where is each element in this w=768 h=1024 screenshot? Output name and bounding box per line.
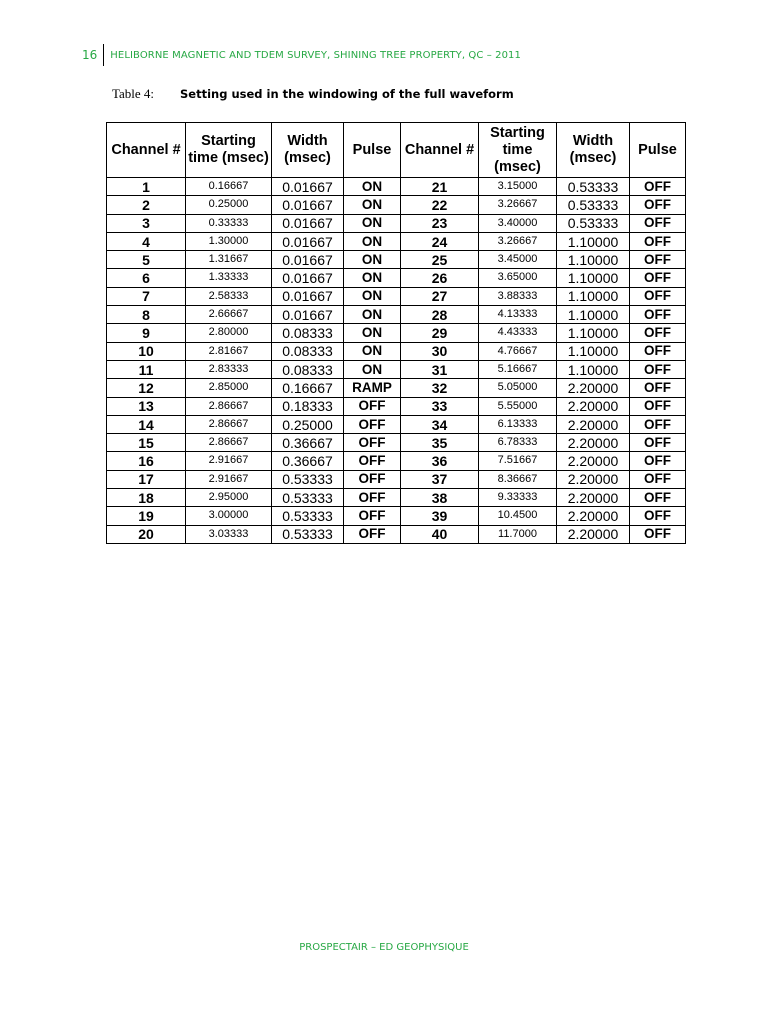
pulse-cell: ON xyxy=(344,360,401,378)
starting-time-cell: 3.03333 xyxy=(186,525,272,543)
width-cell: 1.10000 xyxy=(557,306,630,324)
channel-cell: 32 xyxy=(401,379,479,397)
pulse-cell: ON xyxy=(344,324,401,342)
width-cell: 2.20000 xyxy=(557,397,630,415)
channel-cell: 24 xyxy=(401,232,479,250)
pulse-cell: OFF xyxy=(630,360,686,378)
starting-time-cell: 5.05000 xyxy=(479,379,557,397)
header-title: HELIBORNE MAGNETIC AND TDEM SURVEY, SHINING TREE PROPERTY, QC – 2011 xyxy=(110,49,521,61)
starting-time-cell: 2.81667 xyxy=(186,342,272,360)
pulse-cell: OFF xyxy=(630,214,686,232)
starting-time-cell: 2.83333 xyxy=(186,360,272,378)
width-cell: 1.10000 xyxy=(557,287,630,305)
channel-cell: 13 xyxy=(107,397,186,415)
channel-cell: 40 xyxy=(401,525,479,543)
channel-cell: 6 xyxy=(107,269,186,287)
table-row xyxy=(107,525,686,543)
channel-cell: 26 xyxy=(401,269,479,287)
starting-time-cell: 3.15000 xyxy=(479,178,557,196)
starting-time-cell: 1.30000 xyxy=(186,232,272,250)
table-row xyxy=(107,214,686,232)
channel-cell: 15 xyxy=(107,434,186,452)
width-cell: 0.18333 xyxy=(272,397,344,415)
channel-cell: 14 xyxy=(107,415,186,433)
channel-cell: 23 xyxy=(401,214,479,232)
channel-cell: 38 xyxy=(401,489,479,507)
width-cell: 1.10000 xyxy=(557,232,630,250)
starting-time-cell: 2.58333 xyxy=(186,287,272,305)
pulse-cell: ON xyxy=(344,287,401,305)
starting-time-cell: 3.65000 xyxy=(479,269,557,287)
table-row xyxy=(107,232,686,250)
width-cell: 0.08333 xyxy=(272,342,344,360)
table-caption-title: Setting used in the windowing of the full waveform xyxy=(180,87,514,101)
table-row xyxy=(107,196,686,214)
waveform-window-table xyxy=(106,122,686,544)
starting-time-cell: 2.86667 xyxy=(186,434,272,452)
starting-time-cell: 1.33333 xyxy=(186,269,272,287)
pulse-cell: OFF xyxy=(344,452,401,470)
header-starting-time: Starting time (msec) xyxy=(479,123,557,178)
channel-cell: 31 xyxy=(401,360,479,378)
starting-time-cell: 2.95000 xyxy=(186,489,272,507)
pulse-cell: OFF xyxy=(344,525,401,543)
width-cell: 2.20000 xyxy=(557,470,630,488)
starting-time-cell: 2.85000 xyxy=(186,379,272,397)
starting-time-cell: 0.33333 xyxy=(186,214,272,232)
width-cell: 2.20000 xyxy=(557,379,630,397)
width-cell: 1.10000 xyxy=(557,360,630,378)
width-cell: 0.01667 xyxy=(272,196,344,214)
table-body xyxy=(107,178,686,544)
channel-cell: 7 xyxy=(107,287,186,305)
pulse-cell: OFF xyxy=(630,415,686,433)
width-cell: 1.10000 xyxy=(557,251,630,269)
starting-time-cell: 11.7000 xyxy=(479,525,557,543)
table-row xyxy=(107,251,686,269)
width-cell: 0.01667 xyxy=(272,306,344,324)
channel-cell: 5 xyxy=(107,251,186,269)
pulse-cell: OFF xyxy=(630,232,686,250)
table-header-row xyxy=(107,123,686,178)
channel-cell: 27 xyxy=(401,287,479,305)
pulse-cell: OFF xyxy=(630,178,686,196)
channel-cell: 17 xyxy=(107,470,186,488)
channel-cell: 18 xyxy=(107,489,186,507)
pulse-cell: ON xyxy=(344,251,401,269)
width-cell: 2.20000 xyxy=(557,489,630,507)
width-cell: 0.08333 xyxy=(272,360,344,378)
pulse-cell: ON xyxy=(344,342,401,360)
pulse-cell: OFF xyxy=(344,397,401,415)
pulse-cell: OFF xyxy=(344,470,401,488)
starting-time-cell: 8.36667 xyxy=(479,470,557,488)
channel-cell: 20 xyxy=(107,525,186,543)
pulse-cell: OFF xyxy=(630,287,686,305)
pulse-cell: ON xyxy=(344,306,401,324)
starting-time-cell: 1.31667 xyxy=(186,251,272,269)
channel-cell: 30 xyxy=(401,342,479,360)
channel-cell: 22 xyxy=(401,196,479,214)
table-row xyxy=(107,360,686,378)
pulse-cell: ON xyxy=(344,196,401,214)
pulse-cell: OFF xyxy=(630,379,686,397)
channel-cell: 11 xyxy=(107,360,186,378)
width-cell: 1.10000 xyxy=(557,342,630,360)
starting-time-cell: 0.25000 xyxy=(186,196,272,214)
table-row xyxy=(107,470,686,488)
pulse-cell: OFF xyxy=(344,489,401,507)
width-cell: 1.10000 xyxy=(557,324,630,342)
width-cell: 1.10000 xyxy=(557,269,630,287)
channel-cell: 37 xyxy=(401,470,479,488)
starting-time-cell: 6.78333 xyxy=(479,434,557,452)
width-cell: 2.20000 xyxy=(557,415,630,433)
pulse-cell: OFF xyxy=(630,397,686,415)
channel-cell: 25 xyxy=(401,251,479,269)
table-row xyxy=(107,507,686,525)
channel-cell: 33 xyxy=(401,397,479,415)
pulse-cell: OFF xyxy=(630,251,686,269)
page-footer: PROSPECTAIR – ED GEOPHYSIQUE xyxy=(299,942,469,953)
header-pulse: Pulse xyxy=(630,123,686,178)
width-cell: 0.16667 xyxy=(272,379,344,397)
starting-time-cell: 0.16667 xyxy=(186,178,272,196)
pulse-cell: RAMP xyxy=(344,379,401,397)
page-header xyxy=(82,44,521,66)
width-cell: 2.20000 xyxy=(557,452,630,470)
pulse-cell: OFF xyxy=(630,507,686,525)
channel-cell: 4 xyxy=(107,232,186,250)
channel-cell: 35 xyxy=(401,434,479,452)
header-divider xyxy=(103,44,104,66)
starting-time-cell: 2.86667 xyxy=(186,397,272,415)
starting-time-cell: 3.26667 xyxy=(479,232,557,250)
starting-time-cell: 2.80000 xyxy=(186,324,272,342)
starting-time-cell: 10.4500 xyxy=(479,507,557,525)
channel-cell: 3 xyxy=(107,214,186,232)
starting-time-cell: 6.13333 xyxy=(479,415,557,433)
table-row xyxy=(107,397,686,415)
pulse-cell: OFF xyxy=(630,269,686,287)
width-cell: 2.20000 xyxy=(557,525,630,543)
channel-cell: 9 xyxy=(107,324,186,342)
width-cell: 0.01667 xyxy=(272,232,344,250)
starting-time-cell: 3.00000 xyxy=(186,507,272,525)
starting-time-cell: 3.88333 xyxy=(479,287,557,305)
table-row xyxy=(107,269,686,287)
width-cell: 0.53333 xyxy=(557,196,630,214)
starting-time-cell: 4.13333 xyxy=(479,306,557,324)
channel-cell: 36 xyxy=(401,452,479,470)
channel-cell: 39 xyxy=(401,507,479,525)
page-number: 16 xyxy=(82,48,98,62)
pulse-cell: OFF xyxy=(630,470,686,488)
width-cell: 0.01667 xyxy=(272,251,344,269)
channel-cell: 19 xyxy=(107,507,186,525)
starting-time-cell: 3.26667 xyxy=(479,196,557,214)
table-row xyxy=(107,415,686,433)
header-width: Width (msec) xyxy=(557,123,630,178)
table-caption xyxy=(112,86,514,102)
width-cell: 0.01667 xyxy=(272,287,344,305)
pulse-cell: OFF xyxy=(630,489,686,507)
pulse-cell: OFF xyxy=(630,196,686,214)
channel-cell: 12 xyxy=(107,379,186,397)
starting-time-cell: 3.45000 xyxy=(479,251,557,269)
table-row xyxy=(107,178,686,196)
width-cell: 0.53333 xyxy=(557,214,630,232)
table-row xyxy=(107,379,686,397)
channel-cell: 34 xyxy=(401,415,479,433)
starting-time-cell: 2.86667 xyxy=(186,415,272,433)
pulse-cell: OFF xyxy=(630,306,686,324)
starting-time-cell: 5.16667 xyxy=(479,360,557,378)
starting-time-cell: 2.66667 xyxy=(186,306,272,324)
starting-time-cell: 4.43333 xyxy=(479,324,557,342)
width-cell: 0.01667 xyxy=(272,214,344,232)
width-cell: 0.53333 xyxy=(272,470,344,488)
table-row xyxy=(107,489,686,507)
width-cell: 0.36667 xyxy=(272,434,344,452)
header-channel: Channel # xyxy=(107,123,186,178)
width-cell: 0.53333 xyxy=(272,525,344,543)
table-row xyxy=(107,306,686,324)
pulse-cell: OFF xyxy=(630,452,686,470)
width-cell: 0.36667 xyxy=(272,452,344,470)
width-cell: 0.01667 xyxy=(272,269,344,287)
pulse-cell: ON xyxy=(344,232,401,250)
channel-cell: 21 xyxy=(401,178,479,196)
table-row xyxy=(107,324,686,342)
channel-cell: 10 xyxy=(107,342,186,360)
pulse-cell: OFF xyxy=(344,434,401,452)
width-cell: 0.53333 xyxy=(272,507,344,525)
starting-time-cell: 3.40000 xyxy=(479,214,557,232)
header-width: Width (msec) xyxy=(272,123,344,178)
channel-cell: 16 xyxy=(107,452,186,470)
header-channel: Channel # xyxy=(401,123,479,178)
pulse-cell: OFF xyxy=(344,507,401,525)
channel-cell: 2 xyxy=(107,196,186,214)
table-row xyxy=(107,342,686,360)
table-caption-label: Table 4: xyxy=(112,86,155,101)
width-cell: 0.53333 xyxy=(272,489,344,507)
width-cell: 0.25000 xyxy=(272,415,344,433)
channel-cell: 28 xyxy=(401,306,479,324)
starting-time-cell: 9.33333 xyxy=(479,489,557,507)
pulse-cell: OFF xyxy=(630,324,686,342)
starting-time-cell: 5.55000 xyxy=(479,397,557,415)
pulse-cell: OFF xyxy=(630,342,686,360)
pulse-cell: ON xyxy=(344,178,401,196)
table-row xyxy=(107,434,686,452)
table-row xyxy=(107,452,686,470)
pulse-cell: ON xyxy=(344,214,401,232)
pulse-cell: ON xyxy=(344,269,401,287)
width-cell: 0.53333 xyxy=(557,178,630,196)
table-row xyxy=(107,287,686,305)
pulse-cell: OFF xyxy=(630,525,686,543)
header-pulse: Pulse xyxy=(344,123,401,178)
starting-time-cell: 2.91667 xyxy=(186,470,272,488)
pulse-cell: OFF xyxy=(344,415,401,433)
width-cell: 2.20000 xyxy=(557,507,630,525)
starting-time-cell: 2.91667 xyxy=(186,452,272,470)
channel-cell: 1 xyxy=(107,178,186,196)
width-cell: 2.20000 xyxy=(557,434,630,452)
width-cell: 0.01667 xyxy=(272,178,344,196)
starting-time-cell: 4.76667 xyxy=(479,342,557,360)
starting-time-cell: 7.51667 xyxy=(479,452,557,470)
channel-cell: 8 xyxy=(107,306,186,324)
width-cell: 0.08333 xyxy=(272,324,344,342)
header-starting-time: Starting time (msec) xyxy=(186,123,272,178)
channel-cell: 29 xyxy=(401,324,479,342)
pulse-cell: OFF xyxy=(630,434,686,452)
